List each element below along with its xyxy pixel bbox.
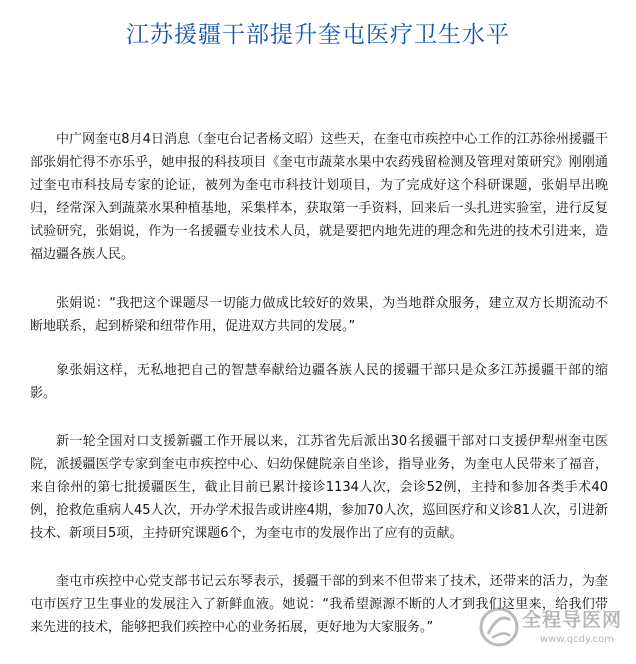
article-title: 江苏援疆干部提升奎屯医疗卫生水平 [126,22,510,48]
article-paragraph: 奎屯市疾控中心党支部书记云东琴表示，援疆干部的到来不但带来了技术，还带来的活力，为奎屯市医疗卫生事业的发展注入了新鲜血液。她说：“我希望源源不断的人才到我们这里来，给我们带来先进的技术，能够把我们疾控中心的业务拓展，更好地为大家服务。” [30,574,608,635]
article-body [30,128,608,664]
qcdy-logo-icon [478,606,520,648]
article-paragraph: 象张娟这样，无私地把自己的智慧奉献给边疆各族人民的援疆干部只是众多江苏援疆干部的缩影。 [30,363,608,401]
article-paragraph: 新一轮全国对口支援新疆工作开展以来，江苏省先后派出30名援疆干部对口支援伊犁州奎屯医院，派援疆医学专家到奎屯市疾控中心、妇幼保健院亲自坐诊，指导业务，为奎屯人民带来了福音，来自徐州的第七批援疆医生，截止目前已累计接诊1134人次，会诊52例，主持和参加各类手术40例，抢救危重病人45人次，开办学术报告或讲座4期，参加70人次，巡回医疗和义诊81人次，引进新技术、新项目5项，主持研究课题6个，为奎屯市的发展作出了应有的贡献。 [30,434,608,541]
article-paragraph: 张娟说：“我把这个课题尽一切能力做成比较好的效果，为当地群众服务，建立双方长期流动不断地联系，起到桥梁和纽带作用，促进双方共同的发展。” [30,296,608,334]
article-paragraph: 中广网奎屯8月4日消息（奎屯台记者杨文昭）这些天，在奎屯市疾控中心工作的江苏徐州援疆干部张娟忙得不亦乐乎，她申报的科技项目《奎屯市蔬菜水果中农药残留检测及管理对策研究》刚刚通过奎屯市科技局专家的论证，被列为奎屯市科技计划项目，为了完成好这个科研课题，张娟早出晚归，经常深入到蔬菜水果种植基地，采集样本，获取第一手资料，回来后一头扎进实验室，进行反复试验研究，张娟说，作为一名援疆专业技术人员，就是要把内地先进的理念和先进的技术引进来，造福边疆各族人民。 [30,132,608,262]
site-watermark [478,606,628,652]
watermark-site-name: 全程导医网 [522,609,623,631]
watermark-site-url: www.qcdy.com [540,634,615,645]
